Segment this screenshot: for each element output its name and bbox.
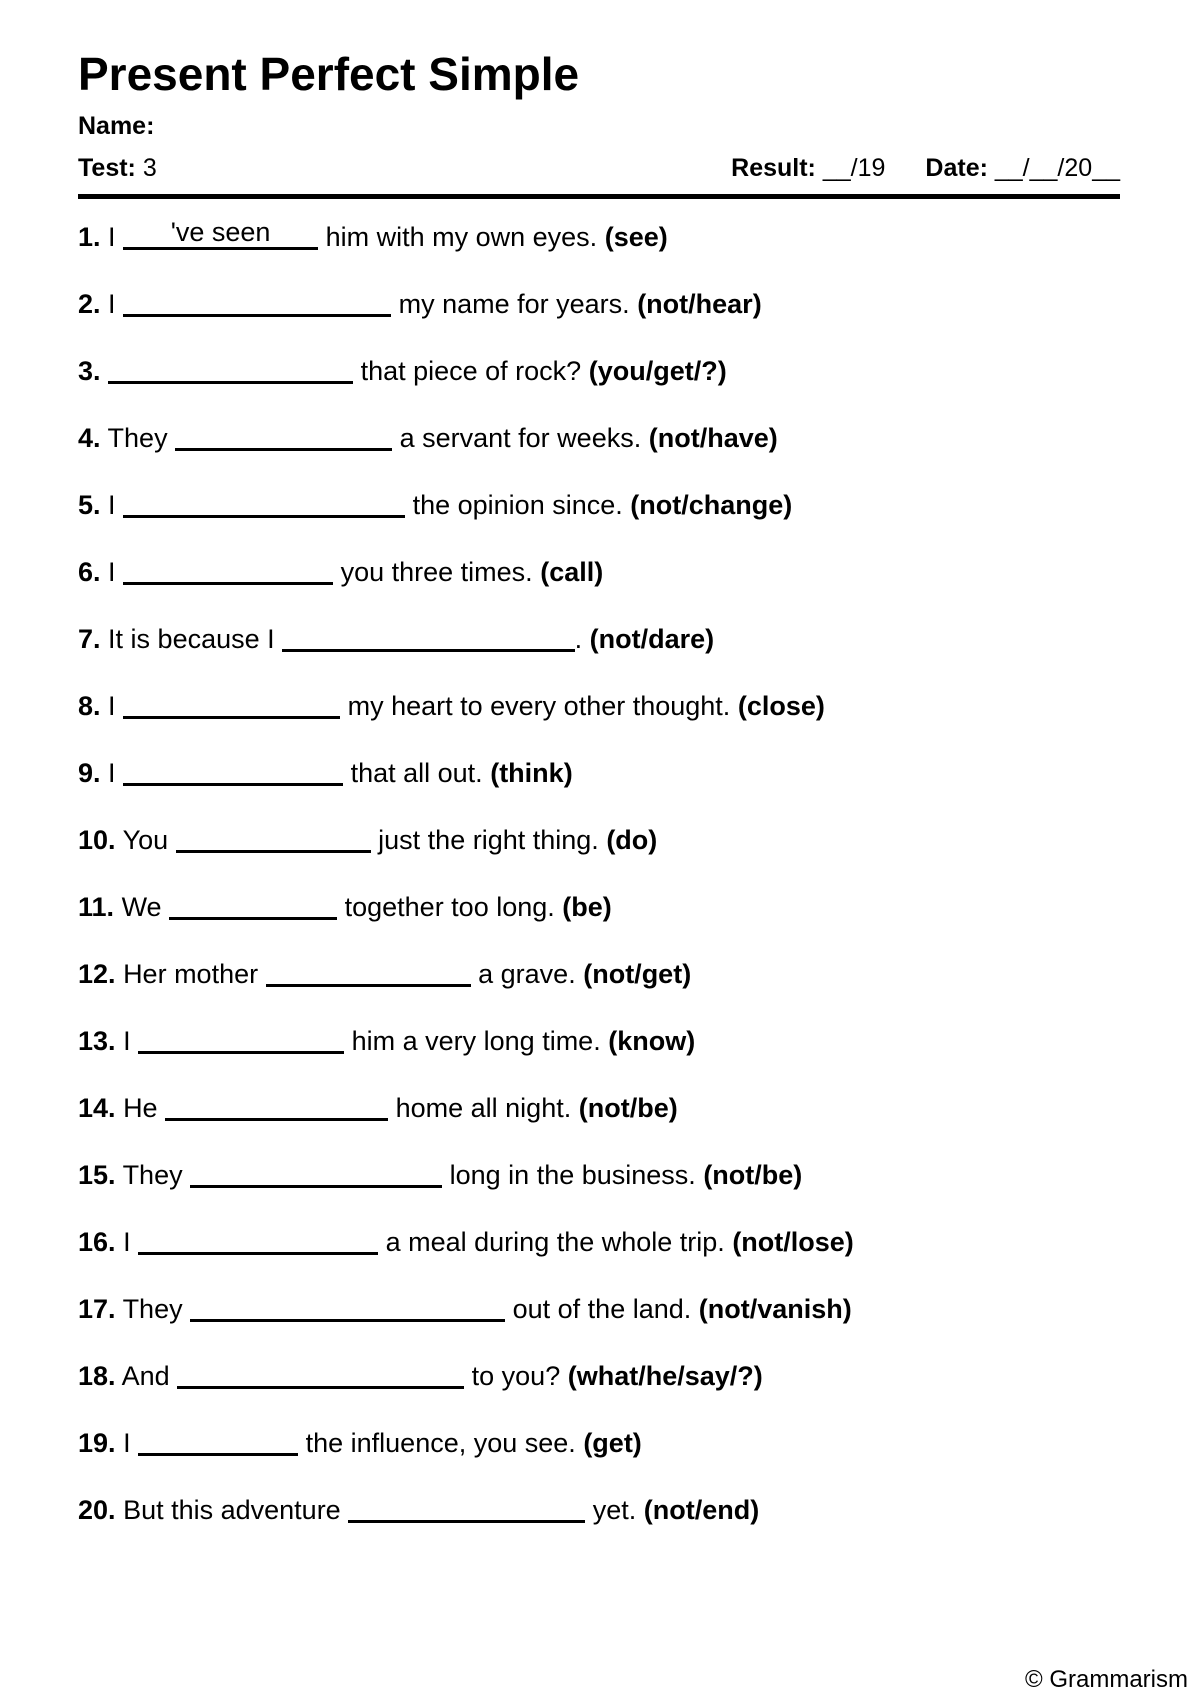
answer-blank[interactable]: [190, 1161, 442, 1188]
question-row: [78, 1224, 1120, 1259]
verb-hint: (know): [608, 1026, 696, 1056]
question-row: [78, 1157, 1120, 1192]
question-row: [78, 487, 1120, 522]
question-post: long in the business.: [449, 1160, 696, 1190]
verb-hint: (not/lose): [732, 1227, 854, 1257]
question-row: [78, 1023, 1120, 1058]
verb-hint: (be): [562, 892, 612, 922]
answer-blank[interactable]: [138, 1228, 378, 1255]
question-pre: And: [121, 1361, 170, 1391]
question-number: 8.: [78, 691, 101, 721]
name-label: Name:: [78, 112, 155, 140]
questions-list: [78, 219, 1120, 1527]
question-pre: I: [108, 289, 116, 319]
question-row: [78, 219, 1120, 254]
question-number: 17.: [78, 1294, 116, 1324]
answer-blank[interactable]: [282, 625, 575, 652]
answer-text: 've seen: [170, 217, 271, 247]
question-pre: I: [108, 758, 116, 788]
verb-hint: (close): [737, 691, 825, 721]
verb-hint: (not/have): [648, 423, 778, 453]
verb-hint: (you/get/?): [588, 356, 727, 386]
question-number: 5.: [78, 490, 101, 520]
answer-blank[interactable]: [348, 1496, 585, 1523]
question-number: 6.: [78, 557, 101, 587]
worksheet-footer: [1025, 1665, 1188, 1695]
question-pre: They: [122, 1294, 183, 1324]
answer-blank[interactable]: [169, 893, 337, 920]
question-post: that all out.: [350, 758, 483, 788]
answer-blank[interactable]: [266, 960, 471, 987]
question-number: 14.: [78, 1093, 116, 1123]
question-pre: I: [123, 1428, 131, 1458]
question-number: 2.: [78, 289, 101, 319]
question-post: my heart to every other thought.: [347, 691, 731, 721]
page-title: Present Perfect Simple: [78, 48, 580, 100]
verb-hint: (not/get): [583, 959, 692, 989]
question-number: 18.: [78, 1361, 116, 1391]
question-number: 4.: [78, 423, 101, 453]
question-row: [78, 956, 1120, 991]
question-post: out of the land.: [512, 1294, 692, 1324]
answer-blank[interactable]: [123, 558, 333, 585]
question-pre: I: [108, 557, 116, 587]
question-post: a grave.: [478, 959, 576, 989]
verb-hint: (do): [606, 825, 658, 855]
question-number: 7.: [78, 624, 101, 654]
question-post: just the right thing.: [378, 825, 599, 855]
question-pre: I: [108, 222, 116, 252]
question-row: [78, 554, 1120, 589]
answer-blank[interactable]: [123, 217, 318, 250]
question-row: [78, 688, 1120, 723]
header-divider: [78, 194, 1120, 199]
question-post: yet.: [592, 1495, 637, 1525]
question-post: to you?: [471, 1361, 561, 1391]
question-row: [78, 1492, 1120, 1527]
test-number: 3: [142, 154, 157, 182]
question-row: [78, 1291, 1120, 1326]
answer-blank[interactable]: [190, 1295, 505, 1322]
question-pre: He: [123, 1093, 158, 1123]
verb-hint: (not/be): [703, 1160, 803, 1190]
question-post: him a very long time.: [351, 1026, 601, 1056]
question-post: my name for years.: [398, 289, 630, 319]
question-number: 16.: [78, 1227, 116, 1257]
verb-hint: (call): [540, 557, 604, 587]
question-row: [78, 1090, 1120, 1125]
question-pre: I: [123, 1227, 131, 1257]
question-row: [78, 889, 1120, 924]
date-label: Date:: [925, 154, 988, 182]
question-pre: They: [107, 423, 168, 453]
question-pre: We: [121, 892, 162, 922]
verb-hint: (not/end): [643, 1495, 760, 1525]
question-post: the opinion since.: [412, 490, 623, 520]
verb-hint: (think): [490, 758, 573, 788]
answer-blank[interactable]: [123, 491, 405, 518]
question-number: 13.: [78, 1026, 116, 1056]
answer-blank[interactable]: [138, 1429, 298, 1456]
question-post: you three times.: [340, 557, 533, 587]
question-pre: They: [122, 1160, 183, 1190]
question-pre: It is because I: [108, 624, 275, 654]
question-row: [78, 1358, 1120, 1393]
question-number: 11.: [78, 892, 115, 922]
question-row: [78, 822, 1120, 857]
verb-hint: (not/be): [578, 1093, 678, 1123]
question-row: [78, 353, 1120, 388]
question-row: [78, 420, 1120, 455]
result-label: Result:: [731, 154, 816, 182]
verb-hint: (get): [583, 1428, 642, 1458]
question-number: 10.: [78, 825, 116, 855]
question-row: [78, 1425, 1120, 1460]
verb-hint: (not/vanish): [698, 1294, 852, 1324]
answer-blank[interactable]: [176, 826, 371, 853]
verb-hint: (not/dare): [589, 624, 715, 654]
test-label: Test:: [78, 154, 136, 182]
question-post: that piece of rock?: [360, 356, 582, 386]
question-pre: I: [123, 1026, 131, 1056]
verb-hint: (not/change): [630, 490, 793, 520]
question-number: 19.: [78, 1428, 116, 1458]
date-blank[interactable]: __/__/20__: [994, 154, 1120, 182]
question-row: [78, 755, 1120, 790]
question-post: together too long.: [344, 892, 555, 922]
question-number: 9.: [78, 758, 101, 788]
question-pre: Her mother: [123, 959, 259, 989]
question-pre: But this adventure: [123, 1495, 341, 1525]
question-number: 15.: [78, 1160, 116, 1190]
question-post: the influence, you see.: [305, 1428, 576, 1458]
answer-blank[interactable]: [138, 1027, 344, 1054]
answer-blank[interactable]: [123, 692, 340, 719]
question-number: 3.: [78, 356, 101, 386]
result-blank[interactable]: __/19: [822, 154, 886, 182]
answer-blank[interactable]: [123, 759, 343, 786]
verb-hint: (see): [604, 222, 668, 252]
answer-blank[interactable]: [175, 424, 392, 451]
question-post: a meal during the whole trip.: [385, 1227, 725, 1257]
answer-blank[interactable]: [108, 357, 353, 384]
verb-hint: (not/hear): [637, 289, 762, 319]
question-pre: I: [108, 490, 116, 520]
question-number: 1.: [78, 222, 101, 252]
answer-blank[interactable]: [177, 1362, 464, 1389]
verb-hint: (what/he/say/?): [567, 1361, 763, 1391]
question-post: .: [574, 624, 583, 654]
question-number: 12.: [78, 959, 116, 989]
question-pre: I: [108, 691, 116, 721]
question-pre: You: [122, 825, 169, 855]
question-number: 20.: [78, 1495, 116, 1525]
worksheet-header: [78, 50, 1120, 199]
question-row: [78, 621, 1120, 656]
question-post: him with my own eyes.: [325, 222, 598, 252]
question-row: [78, 286, 1120, 321]
copyright: © Grammarism: [1024, 1666, 1188, 1693]
question-post: home all night.: [395, 1093, 572, 1123]
answer-blank[interactable]: [123, 290, 391, 317]
answer-blank[interactable]: [165, 1094, 388, 1121]
question-post: a servant for weeks.: [399, 423, 642, 453]
